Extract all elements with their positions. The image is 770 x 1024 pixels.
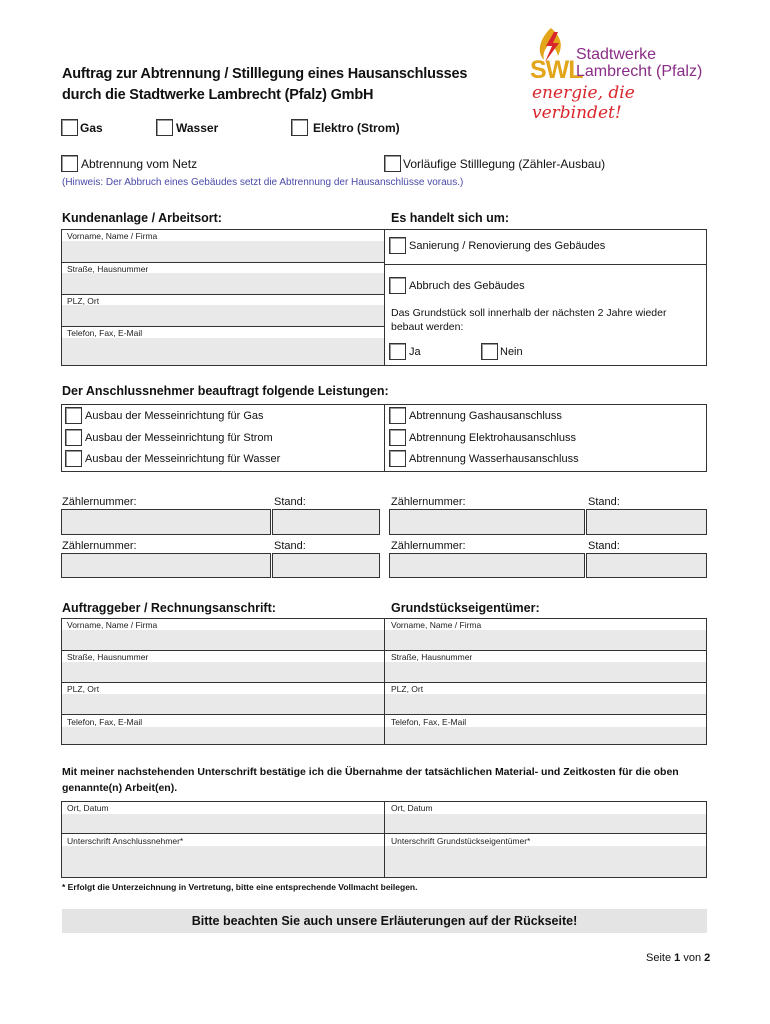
disconnect-label: Abtrennung vom Netz [81,157,198,171]
owner-place-date-field[interactable] [385,814,706,833]
customer-place-date-label: Ort, Datum [67,803,109,813]
demolition-label: Abbruch des Gebäudes [409,280,525,292]
rebuild-question-line-2: bebaut werden: [391,321,464,333]
owner-contact-label: Telefon, Fax, E-Mail [391,717,467,727]
document-title [62,64,467,106]
title-line-2: durch die Stadtwerke Lambrecht (Pfalz) GmbH [62,87,374,103]
water-label: Wasser [176,121,219,135]
owner-place-date-label: Ort, Datum [391,803,433,813]
logo-slogan: energie, die verbindet! [532,83,635,123]
meter-number-label-2: Zählernummer: [391,496,466,508]
meter-reading-field-3[interactable] [272,553,380,578]
owner-name-field[interactable] [385,630,706,650]
meter-reading-label-4: Stand: [588,540,620,552]
customer-contact-field[interactable] [62,338,384,365]
title-line-1: Auftrag zur Abtrennung / Stilllegung eines Hausanschlusses [62,66,468,82]
rebuild-question [391,306,666,334]
meter-reading-label-1: Stand: [274,496,306,508]
customer-signature-field[interactable] [62,846,384,877]
owner-street-label: Straße, Hausnummer [391,652,473,662]
meter-reading-label-3: Stand: [274,540,306,552]
hint-text: (Hinweis: Der Abbruch eines Gebäudes setzt die Abtrennung der Hausanschlüsse voraus.) [62,177,464,188]
notice-banner: Bitte beachten Sie auch unsere Erläuterungen auf der Rückseite! [62,909,707,933]
billing-owner-box [61,618,707,745]
customer-signature-label: Unterschrift Anschlussnehmer* [67,836,184,846]
customer-name-field[interactable] [62,241,384,262]
billing-city-field[interactable] [62,694,384,714]
page-total: 2 [704,952,711,964]
customer-contact-label: Telefon, Fax, E-Mail [67,328,143,338]
service-power-meter-label: Ausbau der Messeinrichtung für Strom [85,432,273,444]
billing-name-field[interactable] [62,630,384,650]
owner-signature-field[interactable] [385,846,706,877]
billing-street-field[interactable] [62,662,384,682]
water-checkbox[interactable] [156,119,173,136]
confirmation-line-2: genannte(n) Arbeit(en). [62,782,178,794]
footnote: * Erfolgt die Unterzeichnung in Vertretung, bitte eine entsprechende Vollmacht beilegen. [62,882,418,892]
page-current: 1 [674,952,681,964]
confirmation-line-1: Mit meiner nachstehenden Unterschrift bestätige ich die Übernahme der tatsächlichen Material- und Zeitkosten für die oben [62,766,679,778]
owner-street-field[interactable] [385,662,706,682]
service-water-meter-checkbox[interactable] [65,450,82,467]
rebuild-question-line-1: Das Grundstück soll innerhalb der nächsten 2 Jahre wieder [391,307,667,319]
electric-checkbox[interactable] [291,119,308,136]
page-prefix: Seite [646,952,672,964]
logo-name [576,46,702,80]
meter-number-field-3[interactable] [61,553,271,578]
billing-street-label: Straße, Hausnummer [67,652,149,662]
rebuild-no-label: Nein [500,346,523,358]
meter-number-field-1[interactable] [61,509,271,535]
service-gas-disconnect-label: Abtrennung Gashausanschluss [409,410,562,422]
meter-number-label-3: Zählernummer: [62,540,137,552]
renovation-label: Sanierung / Renovierung des Gebäudes [409,240,606,252]
page-number [646,952,710,964]
meter-number-label-4: Zählernummer: [391,540,466,552]
gas-checkbox[interactable] [61,119,78,136]
owner-city-label: PLZ, Ort [391,684,424,694]
billing-contact-field[interactable] [62,727,384,744]
service-gas-meter-checkbox[interactable] [65,407,82,424]
logo-name-line-1: Stadtwerke [576,46,657,63]
meter-reading-field-1[interactable] [272,509,380,535]
customer-reason-box [61,229,707,366]
rebuild-yes-label: Ja [409,346,421,358]
rebuild-yes-checkbox[interactable] [389,343,406,360]
customer-street-field[interactable] [62,273,384,294]
temporary-checkbox[interactable] [384,155,401,172]
billing-contact-label: Telefon, Fax, E-Mail [67,717,143,727]
service-power-meter-checkbox[interactable] [65,429,82,446]
services-heading: Der Anschlussnehmer beauftragt folgende Leistungen: [62,384,389,398]
customer-place-date-field[interactable] [62,814,384,833]
confirmation-text [62,764,708,796]
logo-mark: SWL [530,56,583,84]
billing-name-label: Vorname, Name / Firma [67,620,158,630]
service-gas-disconnect-checkbox[interactable] [389,407,406,424]
customer-street-label: Straße, Hausnummer [67,264,149,274]
logo-name-line-2: Lambrecht (Pfalz) [576,63,703,80]
renovation-checkbox[interactable] [389,237,406,254]
page-separator: von [683,952,702,964]
meter-reading-field-2[interactable] [586,509,707,535]
electric-label: Elektro (Strom) [313,121,400,135]
demolition-checkbox[interactable] [389,277,406,294]
customer-name-label: Vorname, Name / Firma [67,231,158,241]
service-gas-meter-label: Ausbau der Messeinrichtung für Gas [85,410,264,422]
customer-city-field[interactable] [62,305,384,326]
owner-heading: Grundstückseigentümer: [391,601,540,615]
billing-city-label: PLZ, Ort [67,684,100,694]
rebuild-no-checkbox[interactable] [481,343,498,360]
disconnect-checkbox[interactable] [61,155,78,172]
meter-number-field-4[interactable] [389,553,585,578]
reason-heading: Es handelt sich um: [391,211,510,225]
customer-city-label: PLZ, Ort [67,296,100,306]
service-power-disconnect-label: Abtrennung Elektrohausanschluss [409,432,576,444]
service-power-disconnect-checkbox[interactable] [389,429,406,446]
signature-box [61,801,707,878]
meter-number-label-1: Zählernummer: [62,496,137,508]
service-water-meter-label: Ausbau der Messeinrichtung für Wasser [85,453,281,465]
meter-reading-label-2: Stand: [588,496,620,508]
customer-heading: Kundenanlage / Arbeitsort: [62,211,222,225]
gas-label: Gas [80,121,103,135]
owner-contact-field[interactable] [385,727,706,744]
meter-reading-field-4[interactable] [586,553,707,578]
owner-signature-label: Unterschrift Grundstückseigentümer* [391,836,531,846]
company-logo [528,26,728,123]
service-water-disconnect-label: Abtrennung Wasserhausanschluss [409,453,579,465]
temporary-label: Vorläufige Stilllegung (Zähler-Ausbau) [403,157,606,171]
service-water-disconnect-checkbox[interactable] [389,450,406,467]
meter-number-field-2[interactable] [389,509,585,535]
owner-name-label: Vorname, Name / Firma [391,620,482,630]
owner-city-field[interactable] [385,694,706,714]
billing-heading: Auftraggeber / Rechnungsanschrift: [62,601,276,615]
